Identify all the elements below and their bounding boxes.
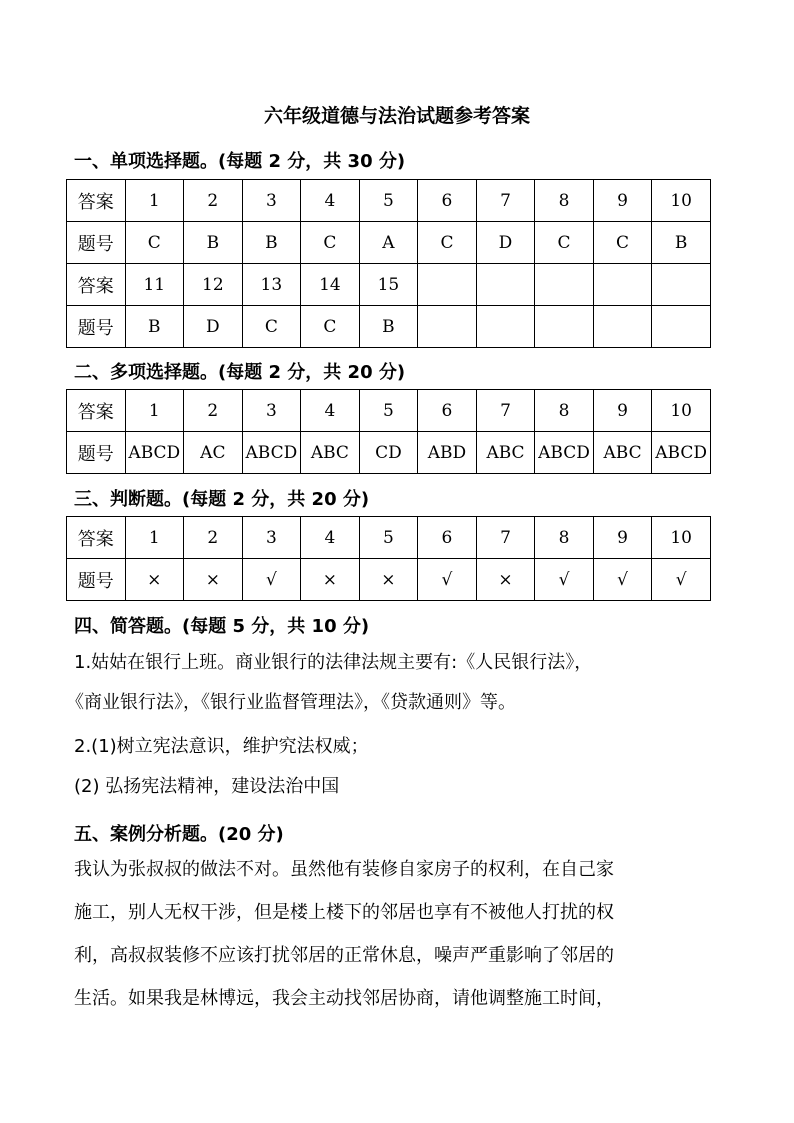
table-cell: D bbox=[184, 306, 243, 348]
table-cell: 15 bbox=[359, 264, 418, 306]
table-cell: 9 bbox=[593, 390, 652, 432]
table-cell: 2 bbox=[184, 390, 243, 432]
case-analysis-line: 生活。如果我是林博远，我会主动找邻居协商，请他调整施工时间， bbox=[74, 988, 614, 1009]
table-cell: A bbox=[359, 222, 418, 264]
case-analysis-line: 利，高叔叔装修不应该打扰邻居的正常休息，噪声严重影响了邻居的 bbox=[74, 945, 614, 966]
table-cell: ABCD bbox=[535, 432, 594, 474]
table-cell bbox=[593, 264, 652, 306]
table-cell: ABCD bbox=[242, 432, 301, 474]
table-row bbox=[67, 390, 711, 432]
table-cell: √ bbox=[418, 559, 477, 601]
table-row bbox=[67, 264, 711, 306]
row-header-cell: 答案 bbox=[67, 517, 126, 559]
table-cell: B bbox=[359, 306, 418, 348]
answer-table-single-choice bbox=[66, 179, 711, 348]
table-row bbox=[67, 517, 711, 559]
row-header-cell: 题号 bbox=[67, 222, 126, 264]
table-cell: ABC bbox=[593, 432, 652, 474]
table-cell: C bbox=[125, 222, 184, 264]
table-cell: × bbox=[301, 559, 360, 601]
row-header-cell: 答案 bbox=[67, 264, 126, 306]
short-answer-line: (2) 弘扬宪法精神，建设法治中国 bbox=[74, 776, 340, 797]
table-cell: 1 bbox=[125, 517, 184, 559]
table-cell: √ bbox=[535, 559, 594, 601]
table-cell: × bbox=[125, 559, 184, 601]
table-cell: 10 bbox=[652, 517, 711, 559]
table-cell: 6 bbox=[418, 390, 477, 432]
table-cell: 2 bbox=[184, 180, 243, 222]
table-cell: √ bbox=[593, 559, 652, 601]
table-cell: 13 bbox=[242, 264, 301, 306]
table-cell: 4 bbox=[301, 180, 360, 222]
short-answer-line: 2.(1)树立宪法意识，维护究法权威； bbox=[74, 736, 369, 757]
table-cell: CD bbox=[359, 432, 418, 474]
table-cell: AC bbox=[184, 432, 243, 474]
page-title: 六年级道德与法治试题参考答案 bbox=[263, 105, 530, 127]
table-cell: ABCD bbox=[652, 432, 711, 474]
table-cell: 1 bbox=[125, 390, 184, 432]
table-row bbox=[67, 306, 711, 348]
table-row bbox=[67, 180, 711, 222]
answer-table-multiple-choice bbox=[66, 389, 711, 474]
section-heading-multiple-choice: 二、多项选择题。(每题 2 分，共 20 分) bbox=[74, 362, 406, 383]
table-row bbox=[67, 222, 711, 264]
table-cell: 2 bbox=[184, 517, 243, 559]
table-cell: 4 bbox=[301, 390, 360, 432]
table-cell: 8 bbox=[535, 390, 594, 432]
table-cell: B bbox=[652, 222, 711, 264]
table-cell: × bbox=[184, 559, 243, 601]
table-cell: C bbox=[535, 222, 594, 264]
answer-table-true-false bbox=[66, 516, 711, 601]
case-analysis-line: 我认为张叔叔的做法不对。虽然他有装修自家房子的权利，在自己家 bbox=[74, 859, 614, 880]
row-header-cell: 答案 bbox=[67, 180, 126, 222]
table-row bbox=[67, 559, 711, 601]
table-cell bbox=[593, 306, 652, 348]
table-cell: C bbox=[242, 306, 301, 348]
table-cell bbox=[418, 306, 477, 348]
row-header-cell: 题号 bbox=[67, 559, 126, 601]
table-cell: 6 bbox=[418, 180, 477, 222]
table-cell: ABCD bbox=[125, 432, 184, 474]
table-cell bbox=[476, 306, 535, 348]
table-cell: 7 bbox=[476, 517, 535, 559]
table-cell: 10 bbox=[652, 180, 711, 222]
table-cell: √ bbox=[652, 559, 711, 601]
table-cell: 9 bbox=[593, 180, 652, 222]
table-cell: 3 bbox=[242, 180, 301, 222]
short-answer-line: 1.姑姑在银行上班。商业银行的法律法规主要有:《人民银行法》， bbox=[74, 652, 593, 673]
table-cell: 8 bbox=[535, 517, 594, 559]
case-analysis-line: 施工，别人无权干涉，但是楼上楼下的邻居也享有不被他人打扰的权 bbox=[74, 902, 614, 923]
table-cell: C bbox=[418, 222, 477, 264]
section-heading-single-choice: 一、单项选择题。(每题 2 分，共 30 分) bbox=[74, 151, 406, 172]
table-cell: ABC bbox=[476, 432, 535, 474]
table-cell: C bbox=[301, 306, 360, 348]
table-cell: 8 bbox=[535, 180, 594, 222]
table-cell: B bbox=[125, 306, 184, 348]
section-heading-true-false: 三、判断题。(每题 2 分，共 20 分) bbox=[74, 489, 370, 510]
table-cell: 11 bbox=[125, 264, 184, 306]
table-cell: √ bbox=[242, 559, 301, 601]
section-heading-short-answer: 四、简答题。(每题 5 分，共 10 分) bbox=[74, 616, 370, 637]
short-answer-line: 《商业银行法》，《银行业监督管理法》，《贷款通则》等。 bbox=[66, 692, 516, 713]
table-cell: × bbox=[476, 559, 535, 601]
table-cell: C bbox=[301, 222, 360, 264]
table-cell: B bbox=[184, 222, 243, 264]
table-cell: C bbox=[593, 222, 652, 264]
table-cell bbox=[418, 264, 477, 306]
section-heading-case-analysis: 五、案例分析题。(20 分) bbox=[74, 824, 284, 845]
table-cell: ABC bbox=[301, 432, 360, 474]
table-cell: 3 bbox=[242, 517, 301, 559]
table-row bbox=[67, 432, 711, 474]
row-header-cell: 题号 bbox=[67, 432, 126, 474]
row-header-cell: 答案 bbox=[67, 390, 126, 432]
table-cell: 4 bbox=[301, 517, 360, 559]
table-cell: 10 bbox=[652, 390, 711, 432]
table-cell: 12 bbox=[184, 264, 243, 306]
table-cell: 7 bbox=[476, 180, 535, 222]
table-cell: 5 bbox=[359, 390, 418, 432]
table-cell: 1 bbox=[125, 180, 184, 222]
table-cell: × bbox=[359, 559, 418, 601]
table-cell bbox=[476, 264, 535, 306]
table-cell bbox=[535, 264, 594, 306]
row-header-cell: 题号 bbox=[67, 306, 126, 348]
table-cell bbox=[652, 264, 711, 306]
table-cell: ABD bbox=[418, 432, 477, 474]
table-cell bbox=[535, 306, 594, 348]
table-cell: 9 bbox=[593, 517, 652, 559]
table-cell: B bbox=[242, 222, 301, 264]
table-cell: 3 bbox=[242, 390, 301, 432]
table-cell bbox=[652, 306, 711, 348]
table-cell: 5 bbox=[359, 517, 418, 559]
table-cell: 14 bbox=[301, 264, 360, 306]
table-cell: D bbox=[476, 222, 535, 264]
table-cell: 6 bbox=[418, 517, 477, 559]
table-cell: 5 bbox=[359, 180, 418, 222]
table-cell: 7 bbox=[476, 390, 535, 432]
